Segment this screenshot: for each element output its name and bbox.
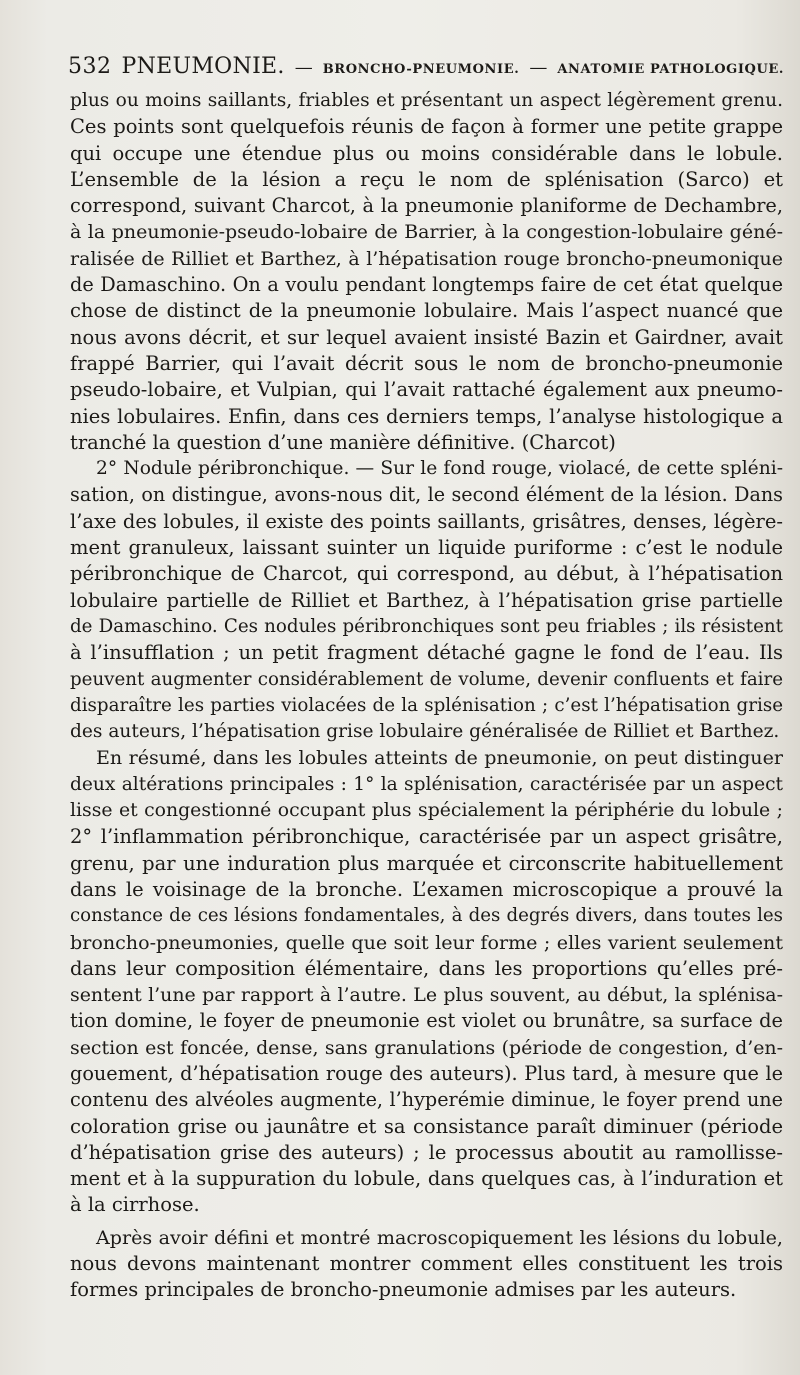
text-line-33: broncho-pneumonies, quelle que soit leur forme ; elles varient seulement — [70, 931, 783, 954]
page-number: 532 — [68, 54, 112, 79]
text-line-23: peuvent augmenter considérablement de volume, devenir confluents et faire — [70, 668, 783, 690]
text-line-9: chose de distinct de la pneumonie lobulaire. Mais l’aspect nuancé que — [70, 299, 783, 323]
header-dash-2: — — [529, 57, 548, 78]
text-line-17: l’axe des lobules, il existe des points saillants, grisâtres, denses, légère- — [70, 509, 783, 533]
text-line-36: tion domine, le foyer de pneumonie est violet ou brunâtre, sa surface de — [70, 1009, 783, 1033]
text-line-41: d’hépatisation grise des auteurs) ; le processus aboutit au ramollisse- — [70, 1140, 783, 1164]
text-line-45: nous devons maintenant montrer comment elles constituent les trois — [70, 1252, 783, 1276]
header-section: BRONCHO-PNEUMONIE. — [322, 62, 520, 77]
header-dash-1: — — [294, 57, 313, 78]
text-line-28: lisse et congestionné occupant plus spécialement la périphérie du lobule ; — [70, 800, 783, 822]
text-line-5: correspond, suivant Charcot, à la pneumonie planiforme de Dechambre, — [70, 194, 783, 218]
text-line-46: formes principales de broncho-pneumonie admises par les auteurs. — [70, 1278, 737, 1302]
text-line-27: deux altérations principales : 1° la splénisation, caractérisée par un aspect — [70, 773, 783, 795]
text-line-13: nies lobulaires. Enfin, dans ces derniers temps, l’analyse histologique a — [70, 404, 783, 428]
text-line-24: disparaître les parties violacées de la splénisation ; c’est l’hépatisation grise — [70, 694, 783, 716]
header-subsection: ANATOMIE PATHOLOGIQUE. — [557, 62, 785, 77]
text-line-6: à la pneumonie-pseudo-lobaire de Barrier, à la congestion-lobulaire géné- — [70, 221, 783, 244]
text-line-12: pseudo-lobaire, et Vulpian, qui l’avait rattaché également aux pneumo- — [70, 378, 783, 402]
body-text — [70, 88, 783, 1304]
text-line-15: 2° Nodule péribronchique. — Sur le fond rouge, violacé, de cette spléni- — [96, 458, 783, 480]
text-line-4: L’ensemble de la lésion a reçu le nom de splénisation (Sarco) et — [70, 167, 783, 191]
text-line-1: plus ou moins saillants, friables et présentant un aspect légèrement grenu. — [70, 90, 783, 111]
running-head — [68, 54, 785, 84]
text-line-2: Ces points sont quelquefois réunis de façon à former une petite grappe — [70, 115, 783, 139]
text-line-37: section est foncée, dense, sans granulations (période de congestion, d’en- — [70, 1036, 783, 1059]
text-line-14: tranché la question d’une manière définitive. (Charcot) — [70, 430, 616, 454]
text-line-39: contenu des alvéoles augmente, l’hyperémie diminue, le foyer prend une — [70, 1088, 783, 1112]
text-line-42: ment et à la suppuration du lobule, dans quelques cas, à l’induration et — [70, 1167, 783, 1191]
text-line-43: à la cirrhose. — [70, 1193, 200, 1217]
text-line-20: lobulaire partielle de Rilliet et Barthez, à l’hépatisation grise partielle — [70, 588, 783, 612]
text-line-11: frappé Barrier, qui l’avait décrit sous le nom de broncho-pneumonie — [70, 351, 783, 375]
text-line-3: qui occupe une étendue plus ou moins considérable dans le lobule. — [70, 141, 783, 165]
text-line-31: dans le voisinage de la bronche. L’examen microscopique a prouvé la — [70, 877, 783, 901]
text-line-8: de Damaschino. On a voulu pendant longtemps faire de cet état quelque — [70, 273, 783, 297]
text-line-30: grenu, par une induration plus marquée et circonscrite habituellement — [70, 851, 783, 875]
text-line-26: En résumé, dans les lobules atteints de pneumonie, on peut distinguer — [96, 747, 783, 770]
text-line-40: coloration grise ou jaunâtre et sa consistance paraît diminuer (période — [70, 1114, 783, 1138]
text-line-19: péribronchique de Charcot, qui correspond, au début, à l’hépatisation — [70, 562, 783, 586]
text-line-32: constance de ces lésions fondamentales, à des degrés divers, dans toutes les — [70, 905, 783, 927]
text-line-7: ralisée de Rilliet et Barthez, à l’hépatisation rouge broncho-pneumonique — [70, 247, 783, 270]
text-line-35: sentent l’une par rapport à l’autre. Le plus souvent, au début, la splénisa- — [70, 984, 783, 1007]
text-line-38: gouement, d’hépatisation rouge des auteurs). Plus tard, à mesure que le — [70, 1061, 783, 1085]
text-line-22: à l’insufflation ; un petit fragment détaché gagne le fond de l’eau. Ils — [70, 641, 783, 665]
text-line-29: 2° l’inflammation péribronchique, caractérisée par un aspect grisâtre, — [70, 825, 783, 849]
text-line-34: dans leur composition élémentaire, dans les proportions qu’elles pré- — [70, 956, 783, 980]
text-line-21: de Damaschino. Ces nodules péribronchiques sont peu friables ; ils résistent — [70, 615, 783, 637]
text-line-25: des auteurs, l’hépatisation grise lobulaire généralisée de Rilliet et Barthez. — [70, 721, 780, 743]
text-line-18: ment granuleux, laissant suinter un liquide puriforme : c’est le nodule — [70, 536, 783, 560]
text-line-10: nous avons décrit, et sur lequel avaient insisté Bazin et Gairdner, avait — [70, 325, 783, 349]
text-line-16: sation, on distingue, avons-nous dit, le second élément de la lésion. Dans — [70, 483, 783, 507]
header-title: PNEUMONIE. — [121, 54, 285, 79]
text-line-44: Après avoir défini et montré macroscopiquement les lésions du lobule, — [96, 1226, 783, 1249]
